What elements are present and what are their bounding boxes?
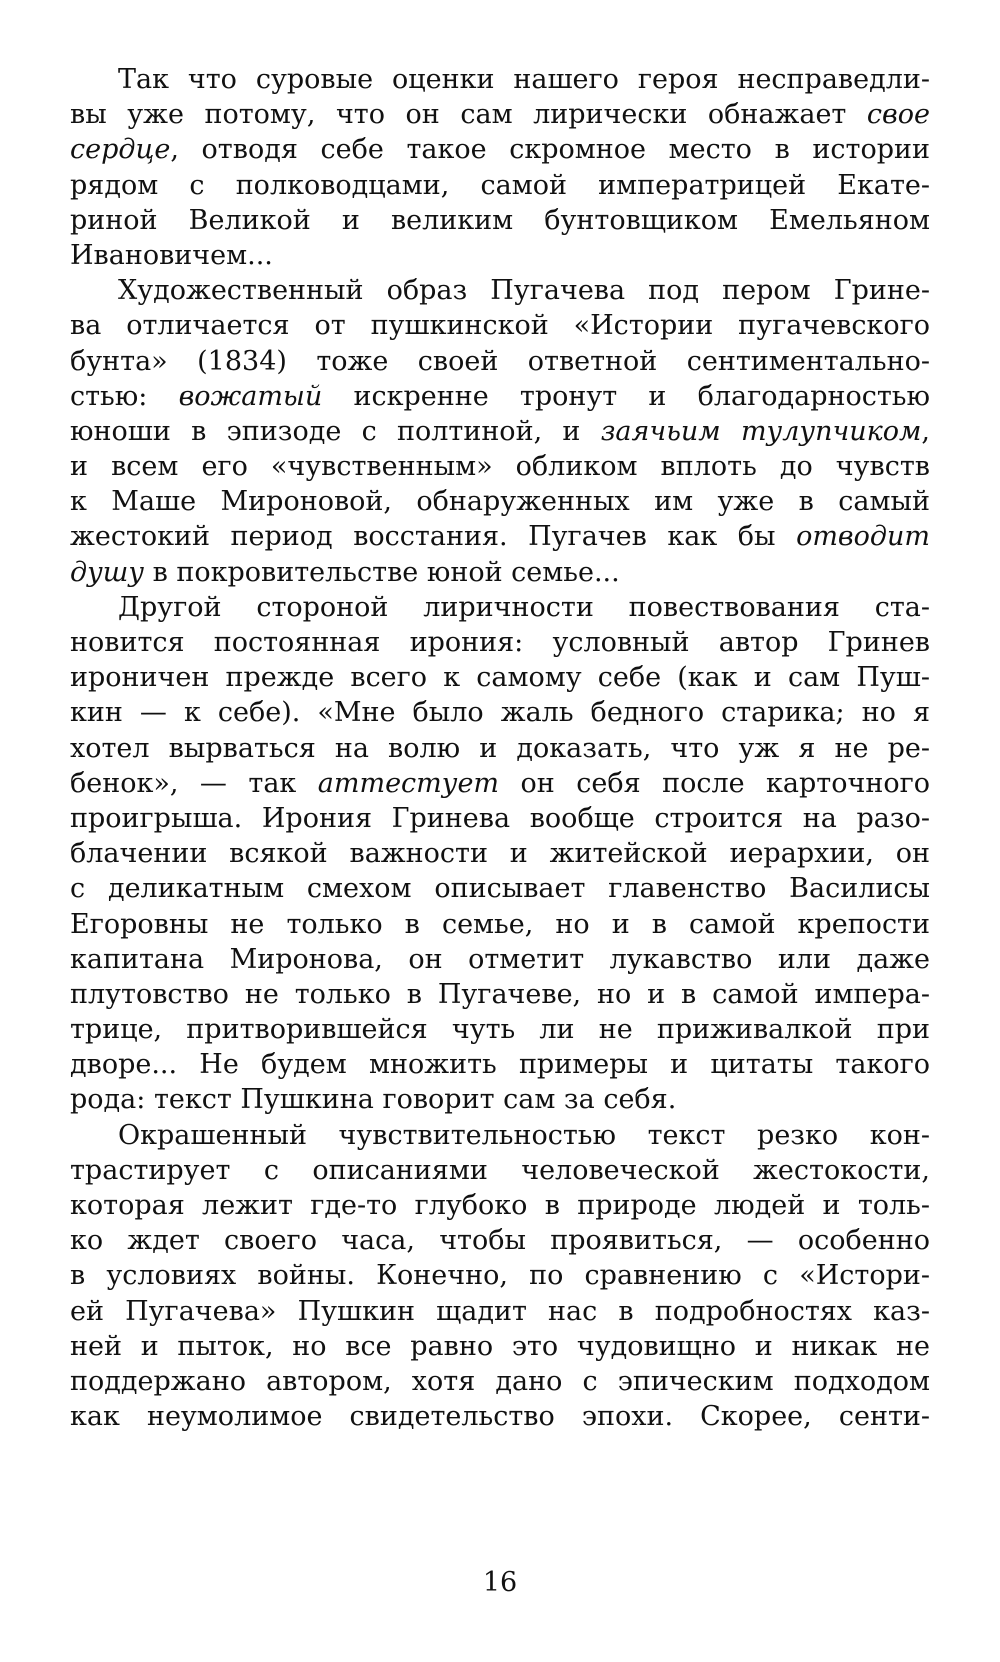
text-line xyxy=(70,871,930,906)
text-line xyxy=(70,344,930,379)
text-line xyxy=(70,660,930,695)
line-text: Другой стороной лиричности повествования ста- xyxy=(118,591,930,623)
text-line xyxy=(70,590,930,625)
line-text: и всем его «чувственным» обликом вплоть до чувств xyxy=(70,451,930,483)
line-text: ко ждет своего часа, чтобы проявиться, — особенно xyxy=(70,1225,930,1257)
text-line xyxy=(70,1364,930,1399)
text-line xyxy=(70,484,930,519)
line-text: вы уже потому, что он сам лирически обнажает xyxy=(70,99,867,131)
line-text: дворе... Не будем множить примеры и цитаты такого xyxy=(70,1049,930,1081)
text-line xyxy=(70,766,930,801)
text-line xyxy=(70,273,930,308)
line-text: плутовство не только в Пугачеве, но и в самой импера- xyxy=(70,978,930,1010)
italic-phrase: вожатый xyxy=(178,380,323,412)
line-text: Егоровны не только в семье, но и в самой крепости xyxy=(70,908,930,940)
line-text: рядом с полководцами, самой императрицей Екате- xyxy=(70,169,930,201)
line-text: трице, притворившейся чуть ли не приживалкой при xyxy=(70,1014,930,1046)
line-text: бенок», — так xyxy=(70,767,318,799)
line-text: Ивановичем... xyxy=(70,239,273,271)
line-text: , отводя себе такое скромное место в истории xyxy=(170,134,930,166)
text-line xyxy=(70,203,930,238)
text-line xyxy=(70,1118,930,1153)
italic-phrase: свое xyxy=(866,99,930,131)
text-line xyxy=(70,1223,930,1258)
italic-phrase: сердце xyxy=(70,134,171,166)
italic-phrase: заячьим тулупчиком xyxy=(600,415,922,447)
text-line xyxy=(70,168,930,203)
line-text: капитана Миронова, он отметит лукавство или даже xyxy=(70,943,930,975)
italic-phrase: аттестует xyxy=(317,767,500,799)
line-text: с деликатным смехом описывает главенство Василисы xyxy=(70,873,930,905)
text-line xyxy=(70,1399,930,1434)
text-line xyxy=(70,1153,930,1188)
text-line xyxy=(70,97,930,132)
line-text: в условиях войны. Конечно, по сравнению с «Истори- xyxy=(70,1260,930,1292)
line-text: ироничен прежде всего к самому себе (как и сам Пуш- xyxy=(70,662,930,694)
text-line xyxy=(70,907,930,942)
line-text: кин — к себе). «Мне было жаль бедного старика; но я xyxy=(70,697,930,729)
body-text xyxy=(70,62,930,1434)
line-text: в покровительстве юной семье... xyxy=(144,556,620,588)
line-text: блачении всякой важности и житейской иерархии, он xyxy=(70,838,930,870)
line-text: бунта» (1834) тоже своей ответной сентиментально- xyxy=(70,345,930,377)
text-line xyxy=(70,695,930,730)
text-line xyxy=(70,379,930,414)
text-line xyxy=(70,308,930,343)
text-line xyxy=(70,942,930,977)
text-line xyxy=(70,977,930,1012)
line-text: риной Великой и великим бунтовщиком Емельяном xyxy=(70,204,930,236)
text-line xyxy=(70,1188,930,1223)
line-text: поддержано автором, хотя дано с эпическим подходом xyxy=(70,1365,930,1397)
line-text: ней и пыток, но все равно это чудовищно и никак не xyxy=(70,1330,930,1362)
line-text: трастирует с описаниями человеческой жестокости, xyxy=(70,1154,930,1186)
text-line xyxy=(70,449,930,484)
line-text: которая лежит где-то глубоко в природе людей и толь- xyxy=(70,1190,930,1221)
line-text-tail: , xyxy=(921,415,931,447)
line-text: ей Пугачева» Пушкин щадит нас в подробностях каз- xyxy=(70,1295,930,1327)
line-text: хотел вырваться на волю и доказать, что уж я не ре- xyxy=(70,732,930,764)
text-line xyxy=(70,414,930,449)
text-line xyxy=(70,1294,930,1329)
text-line xyxy=(70,801,930,836)
line-text-tail: он себя после карточного xyxy=(499,767,930,799)
line-text: как неумолимое свидетельство эпохи. Скорее, сенти- xyxy=(70,1401,930,1433)
text-line xyxy=(70,1329,930,1364)
text-line xyxy=(70,132,930,167)
italic-phrase: отводит xyxy=(796,521,930,553)
line-text: стью: xyxy=(70,380,179,412)
text-line xyxy=(70,625,930,660)
line-text: проигрыша. Ирония Гринева вообще строится на разо- xyxy=(70,802,930,834)
line-text: Художественный образ Пугачева под пером Грине- xyxy=(118,275,930,307)
text-line xyxy=(70,1012,930,1047)
line-text: Окрашенный чувствительностью текст резко кон- xyxy=(118,1119,930,1151)
text-line xyxy=(70,62,930,97)
line-text: к Маше Мироновой, обнаруженных им уже в самый xyxy=(70,486,930,518)
text-line xyxy=(70,1258,930,1293)
line-text: рода: текст Пушкина говорит сам за себя. xyxy=(70,1084,677,1116)
text-line xyxy=(70,519,930,554)
text-line xyxy=(70,1047,930,1082)
line-text: Так что суровые оценки нашего героя несправедли- xyxy=(118,64,930,95)
text-line xyxy=(70,836,930,871)
italic-phrase: душу xyxy=(70,556,145,588)
text-line xyxy=(70,555,930,590)
line-text-tail: искренне тронут и благодарностью xyxy=(322,380,930,412)
line-text: юноши в эпизоде с полтиной, и xyxy=(70,415,601,447)
line-text: жестокий период восстания. Пугачев как бы xyxy=(70,521,797,553)
text-line xyxy=(70,1082,930,1117)
line-text: ва отличается от пушкинской «Истории пугачевского xyxy=(70,310,930,342)
page-number: 16 xyxy=(482,1567,518,1598)
text-line xyxy=(70,238,930,273)
line-text: новится постоянная ирония: условный автор Гринев xyxy=(70,627,930,658)
text-line xyxy=(70,731,930,766)
